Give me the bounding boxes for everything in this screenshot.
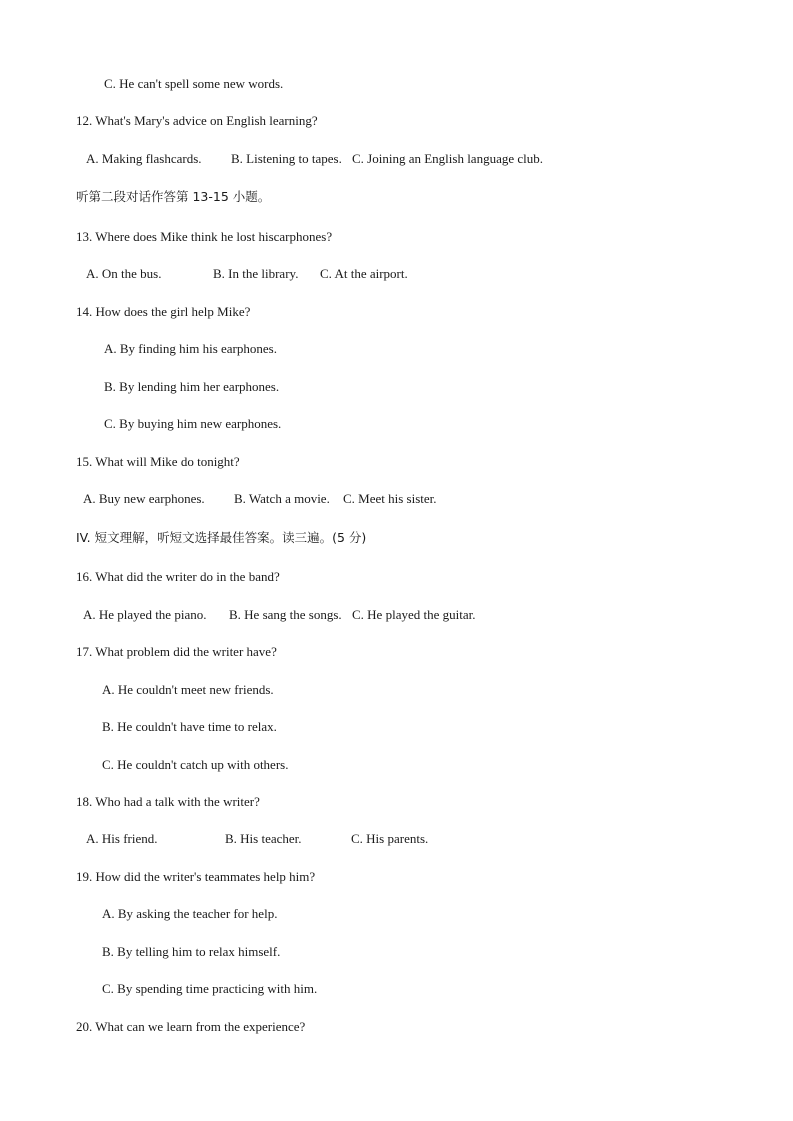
- q17-option-c: C. He couldn't catch up with others.: [102, 757, 289, 772]
- q16-option-c: C. He played the guitar.: [352, 607, 476, 622]
- q16-question: 16. What did the writer do in the band?: [76, 569, 280, 584]
- q19-option-c: C. By spending time practicing with him.: [102, 981, 318, 996]
- q18-option-c: C. His parents.: [351, 831, 429, 846]
- q12-option-a: A. Making flashcards.: [86, 151, 202, 166]
- q13-option-b: B. In the library.: [213, 266, 299, 281]
- q14-option-c: C. By buying him new earphones.: [104, 416, 282, 431]
- q15-question: 15. What will Mike do tonight?: [76, 454, 240, 469]
- q13-option-a: A. On the bus.: [86, 266, 162, 281]
- q16-option-b: B. He sang the songs.: [229, 607, 342, 622]
- q18-options: [0, 831, 793, 847]
- q12-question: 12. What's Mary's advice on English learning?: [76, 113, 318, 128]
- q16-options: [0, 607, 793, 623]
- q15-option-c: C. Meet his sister.: [343, 491, 437, 506]
- q15-option-a: A. Buy new earphones.: [83, 491, 205, 506]
- section4-heading: IV. 短文理解，听短文选择最佳答案。读三遍。(5 分): [76, 530, 367, 545]
- q20-question: 20. What can we learn from the experience?: [76, 1019, 306, 1034]
- q17-question: 17. What problem did the writer have?: [76, 644, 277, 659]
- q18-option-a: A. His friend.: [86, 831, 158, 846]
- q15-options: [0, 491, 793, 507]
- q19-question: 19. How did the writer's teammates help him?: [76, 869, 316, 884]
- q12-option-b: B. Listening to tapes.: [231, 151, 342, 166]
- q12-options: [0, 151, 793, 167]
- q13-option-c: C. At the airport.: [320, 266, 408, 281]
- q19-option-a: A. By asking the teacher for help.: [102, 906, 278, 921]
- q17-option-b: B. He couldn't have time to relax.: [102, 719, 277, 734]
- q14-option-a: A. By finding him his earphones.: [104, 341, 277, 356]
- q11-option-c: C. He can't spell some new words.: [104, 76, 284, 91]
- q13-question: 13. Where does Mike think he lost hiscarphones?: [76, 229, 333, 244]
- q12-option-c: C. Joining an English language club.: [352, 151, 544, 166]
- q15-option-b: B. Watch a movie.: [234, 491, 330, 506]
- q17-option-a: A. He couldn't meet new friends.: [102, 682, 274, 697]
- q14-question: 14. How does the girl help Mike?: [76, 304, 251, 319]
- q18-question: 18. Who had a talk with the writer?: [76, 794, 260, 809]
- dialogue2-instruction: 听第二段对话作答第 13-15 小题。: [76, 189, 271, 204]
- q16-option-a: A. He played the piano.: [83, 607, 207, 622]
- q18-option-b: B. His teacher.: [225, 831, 302, 846]
- q14-option-b: B. By lending him her earphones.: [104, 379, 280, 394]
- q13-options: [0, 266, 793, 282]
- q19-option-b: B. By telling him to relax himself.: [102, 944, 281, 959]
